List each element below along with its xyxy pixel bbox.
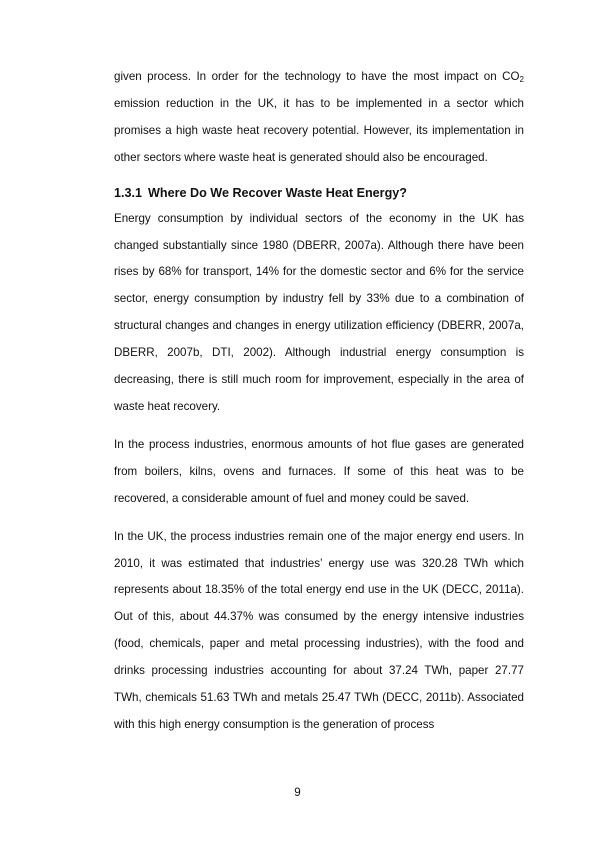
page-body (114, 64, 524, 739)
paragraph-text: emission reduction in the UK, it has to be implemented in a sector which promises a high waste heat recovery potential. However, its implementation in other sectors where waste heat is generated should also be encouraged. (114, 96, 524, 164)
paragraph-energy-consumption: Energy consumption by individual sectors of the economy in the UK has changed substantially since 1980 (DBERR, 2007a). Although there have been rises by 68% for transport, 14% for the domestic sector and 6% for the service sector, energy consumption by industry fell by 33% due to a combination of structural changes and changes in energy utilization efficiency (DBERR, 2007a, DBERR, 2007b, DTI, 2002). Although industrial energy consumption is decreasing, there is still much room for improvement, especially in the area of waste heat recovery. (114, 211, 524, 413)
subscript-2: 2 (519, 75, 524, 84)
paragraph-continuation (114, 64, 524, 172)
page-number: 9 (294, 786, 301, 799)
paragraph-uk-energy-use: In the UK, the process industries remain one of the major energy end users. In 2010, it was estimated that industries’ energy use was 320.28 TWh which represents about 18.35% of the total energy end use in the UK (DECC, 2011a). Out of this, about 44.37% was consumed by the energy intensive industries (food, chemicals, paper and metal processing industries), with the food and drinks processing industries accounting for about 37.24 TWh, paper 27.77 TWh, chemicals 51.63 TWh and metals 25.47 TWh (DECC, 2011b). Associated with this high energy consumption is the generation of process (114, 529, 524, 731)
paragraph-text: given process. In order for the technology to have the most impact on CO (114, 70, 520, 83)
paragraph-process-industries: In the process industries, enormous amounts of hot flue gases are generated from boilers, kilns, ovens and furnaces. If some of this heat was to be recovered, a considerable amount of fuel and money could be saved. (114, 437, 524, 505)
section-title: Where Do We Recover Waste Heat Energy? (148, 185, 407, 200)
section-heading (114, 180, 524, 206)
section-number: 1.3.1 (114, 185, 143, 200)
